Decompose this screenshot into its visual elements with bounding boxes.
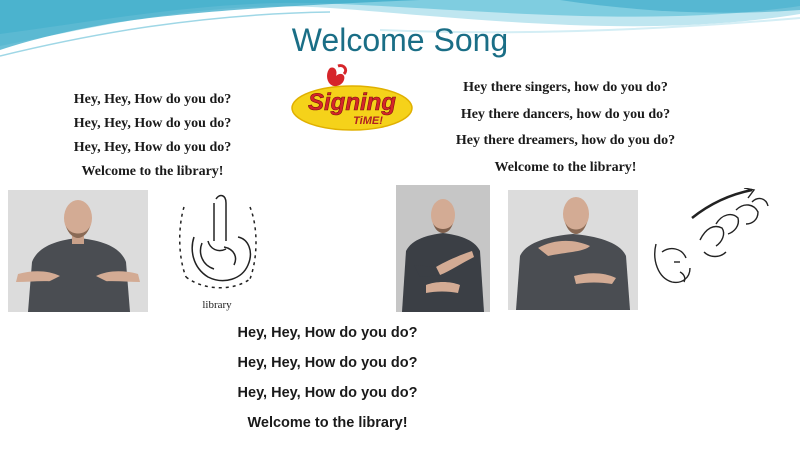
library-sign-drawing: [164, 187, 270, 332]
verse-line: Hey there singers, how do you do?: [463, 80, 668, 95]
verse-left: [30, 88, 275, 184]
verse-line: Hey, Hey, How do you do?: [73, 92, 232, 107]
page-title: Welcome Song: [291, 22, 509, 58]
signing-time-logo: [290, 64, 414, 136]
verse-line: Hey, Hey, How do you do?: [73, 116, 232, 131]
logo-subtext: TiME!: [353, 115, 383, 127]
verse-line: Welcome to the library!: [247, 415, 408, 431]
verse-line: Hey there dreamers, how do you do?: [455, 133, 676, 148]
verse-right: [418, 75, 713, 181]
verse-line: Welcome to the library!: [494, 159, 637, 175]
signer-photo-welcome: [508, 190, 638, 310]
verse-line: Hey, Hey, How do you do?: [237, 355, 418, 371]
welcome-sign-drawing: [640, 188, 772, 298]
verse-line: Hey, Hey, How do you do?: [237, 385, 418, 401]
verse-line: Hey, Hey, How do you do?: [73, 140, 232, 155]
verse-line: Hey there dancers, how do you do?: [460, 106, 671, 122]
drawing-caption: library: [202, 299, 232, 311]
signer-photo-library: [396, 185, 490, 312]
signer-photo-hey: [8, 190, 148, 312]
verse-bottom: [200, 318, 455, 438]
verse-line: Welcome to the library!: [81, 164, 224, 179]
verse-line: Hey, Hey, How do you do?: [237, 325, 418, 341]
logo-wordmark: Signing: [308, 89, 396, 116]
